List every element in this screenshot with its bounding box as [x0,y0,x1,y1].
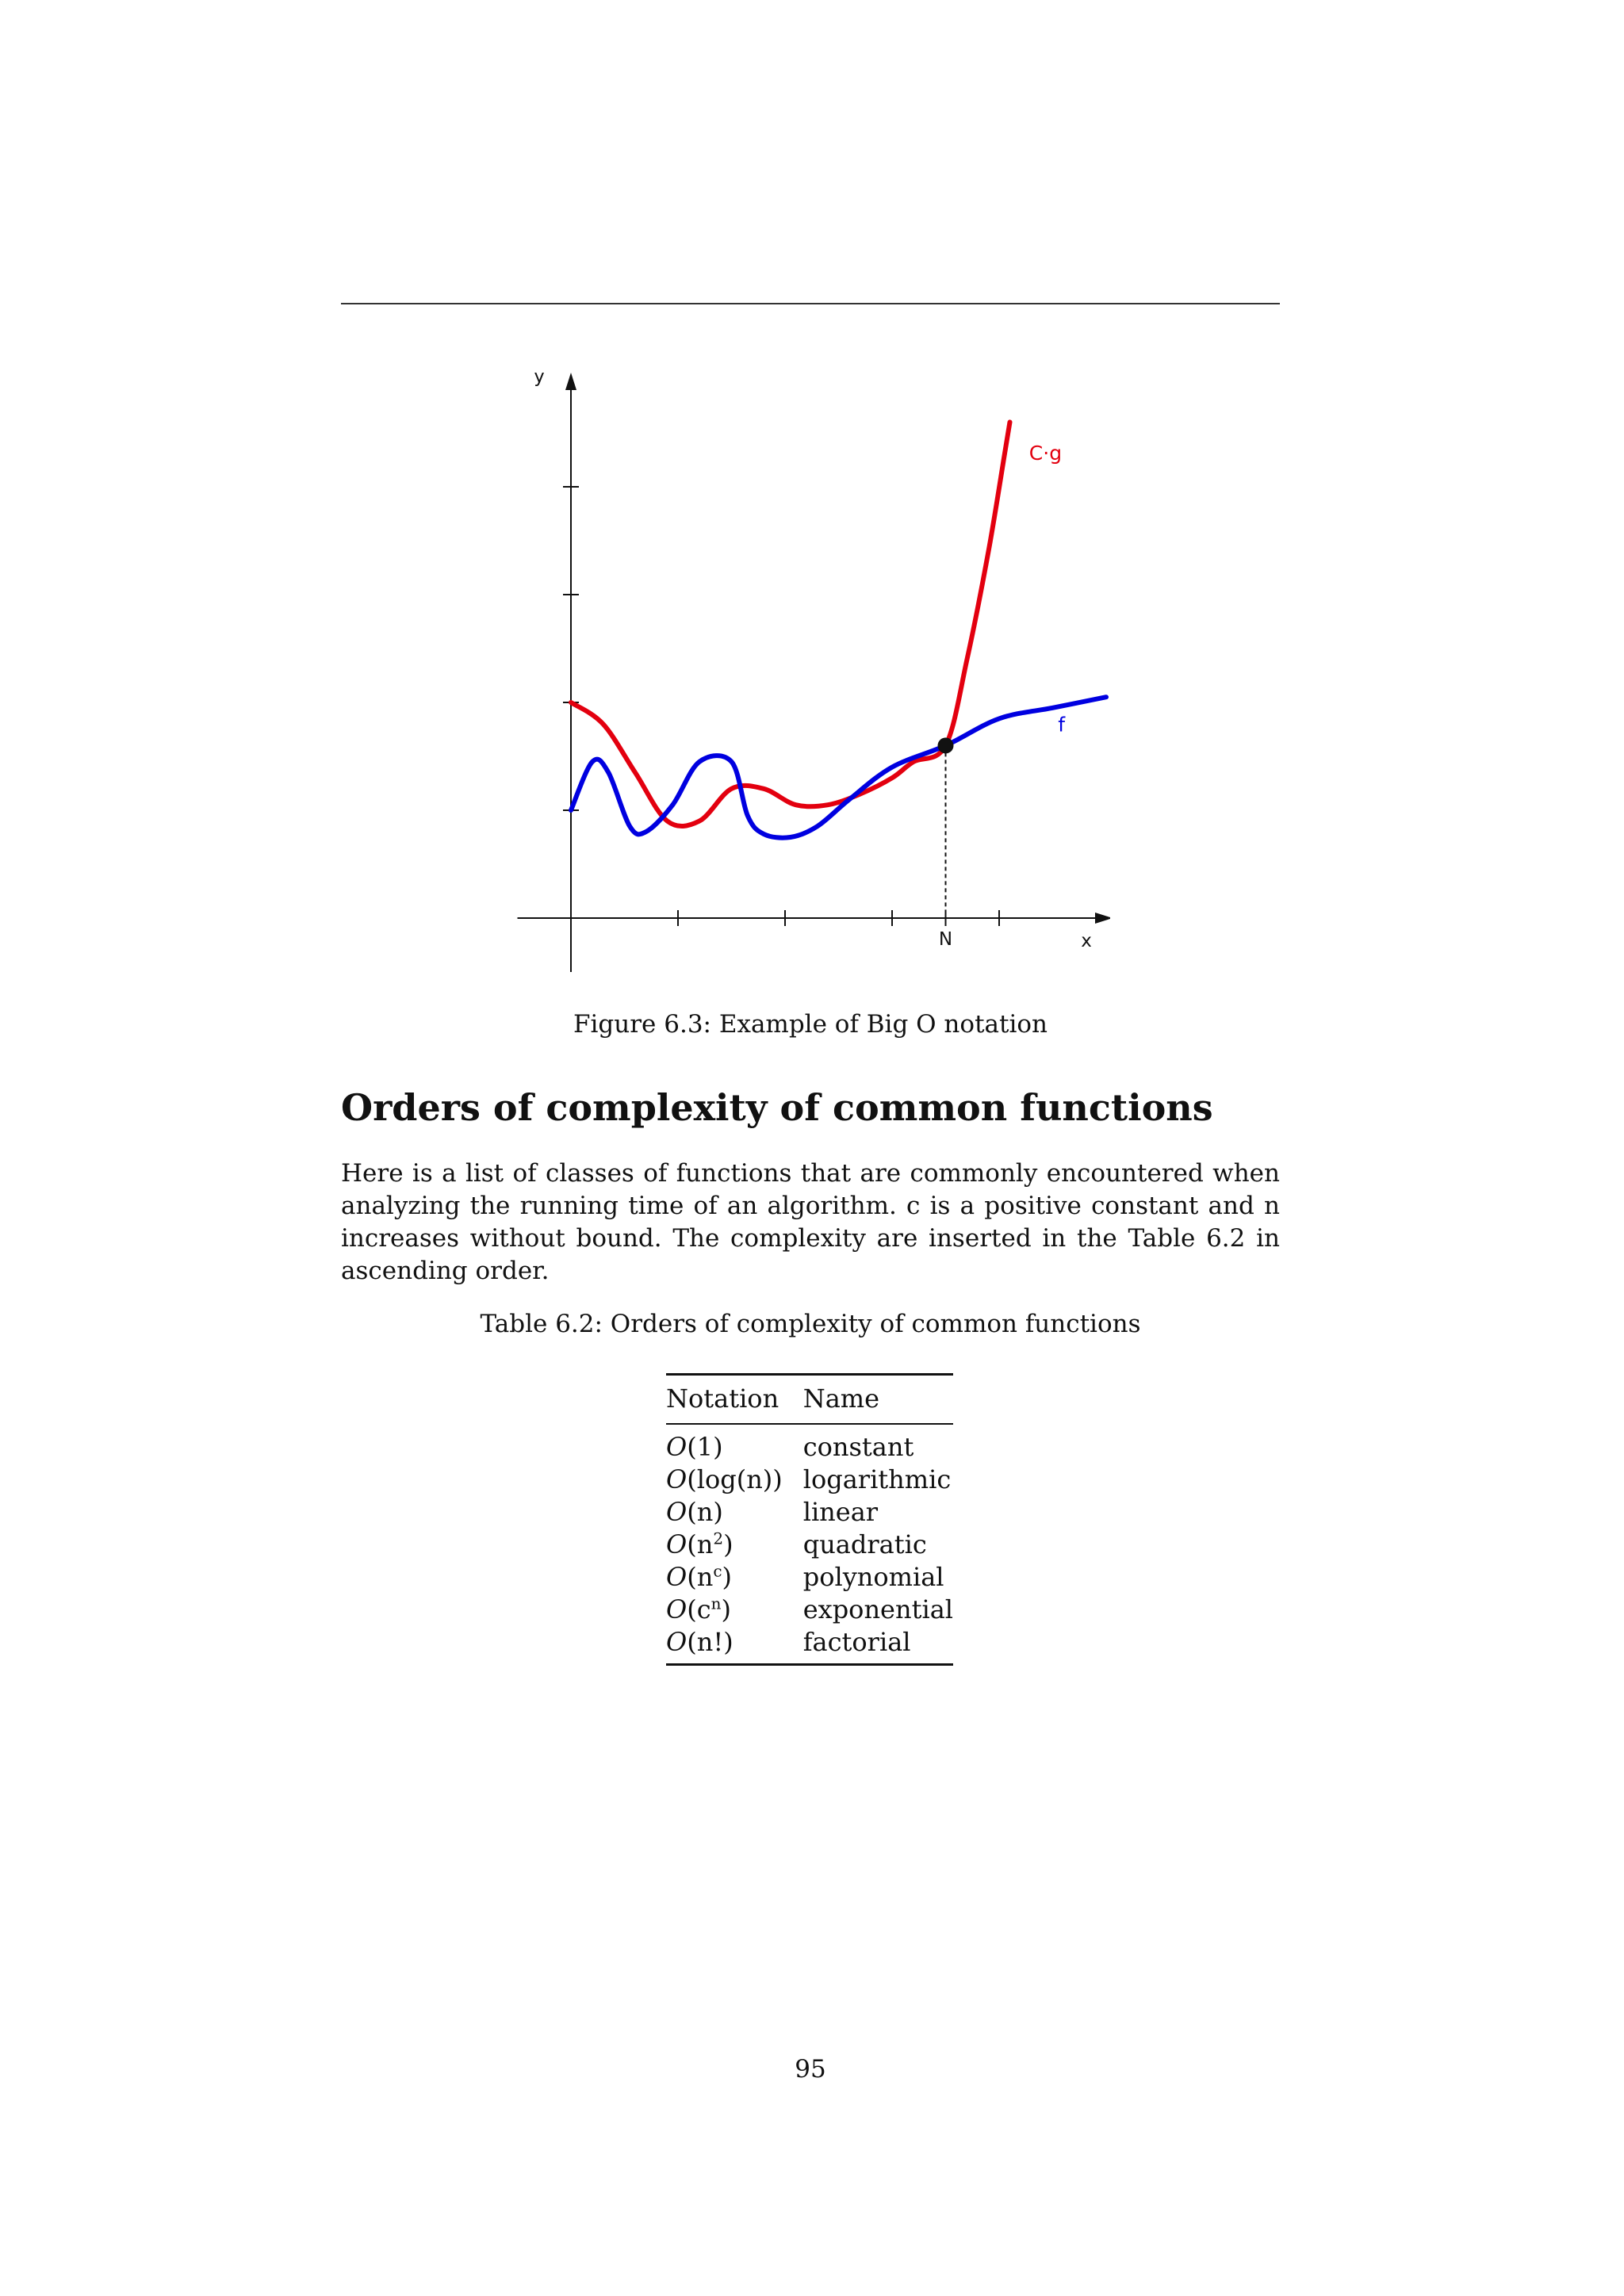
series-label-cg: C·g [1028,442,1063,465]
notation-function: O [666,1627,688,1657]
page-number: 95 [795,2055,826,2084]
table-row [666,1496,953,1529]
notation-argument: (c [687,1594,711,1624]
x-tick-label-n: N [938,929,953,950]
notation-exponent: 2 [713,1529,724,1548]
big-o-chart [508,373,1110,991]
table-row [666,1626,953,1665]
notation-cell [666,1594,803,1626]
notation-argument: (n [687,1562,714,1592]
intersection-point [938,737,954,753]
table-row [666,1424,953,1464]
notation-closing: ) [713,1497,723,1527]
notation-closing: ) [723,1627,733,1657]
series-line-cg [571,422,1010,826]
table-row [666,1464,953,1496]
body-paragraph: Here is a list of classes of functions that are commonly encountered when analyzing the running time of an algorithm. c is a positive constant and n increases without bound. The complexity are inserted in the Table 6.2 in ascending order. [341,1159,1280,1285]
table-row [666,1529,953,1561]
table-header-row [666,1375,953,1425]
figure-caption: Figure 6.3: Example of Big O notation [573,1010,1048,1039]
notation-exponent: c [713,1561,722,1581]
notation-argument: (n [687,1497,714,1527]
notation-closing: ) [723,1529,733,1559]
notation-function: O [666,1594,688,1624]
notation-function: O [666,1562,688,1592]
table-body [666,1424,953,1665]
column-header-notation: Notation [666,1375,803,1425]
name-cell: quadratic [802,1529,927,1559]
notation-argument: (1) [687,1432,723,1462]
notation-cell [666,1496,803,1529]
table-row [666,1561,953,1594]
x-axis-arrowhead [1095,913,1110,924]
x-axis-label: x [1081,931,1092,951]
notation-closing: ) [722,1562,733,1592]
name-cell: polynomial [802,1562,944,1592]
name-cell: exponential [802,1594,953,1624]
series-label-f: f [1058,713,1066,737]
notation-function: O [666,1432,688,1462]
y-axis-arrowhead [565,373,576,390]
notation-argument: (n [687,1529,714,1559]
section-title: Orders of complexity of common functions [341,1086,1213,1129]
notation-closing: ) [721,1594,732,1624]
notation-argument: (log(n)) [687,1464,783,1494]
column-header-name: Name [803,1375,953,1425]
notation-function: O [666,1464,688,1494]
complexity-table [666,1373,953,1666]
name-cell: linear [802,1497,879,1527]
notation-cell [666,1529,803,1561]
big-o-figure [508,373,1110,991]
notation-cell [666,1464,803,1496]
name-cell: factorial [802,1627,911,1657]
header-rule [341,303,1280,304]
y-axis-label: y [534,373,545,387]
name-cell: constant [802,1432,914,1462]
table-caption: Table 6.2: Orders of complexity of common functions [480,1310,1141,1338]
notation-function: O [666,1529,688,1559]
notation-cell [666,1561,803,1594]
notation-function: O [666,1497,688,1527]
name-cell: logarithmic [802,1464,952,1494]
series-line-f [571,697,1106,837]
notation-argument: (n! [687,1627,724,1657]
notation-cell [666,1626,803,1665]
notation-exponent: n [710,1594,722,1613]
table-row [666,1594,953,1626]
notation-cell [666,1424,803,1464]
